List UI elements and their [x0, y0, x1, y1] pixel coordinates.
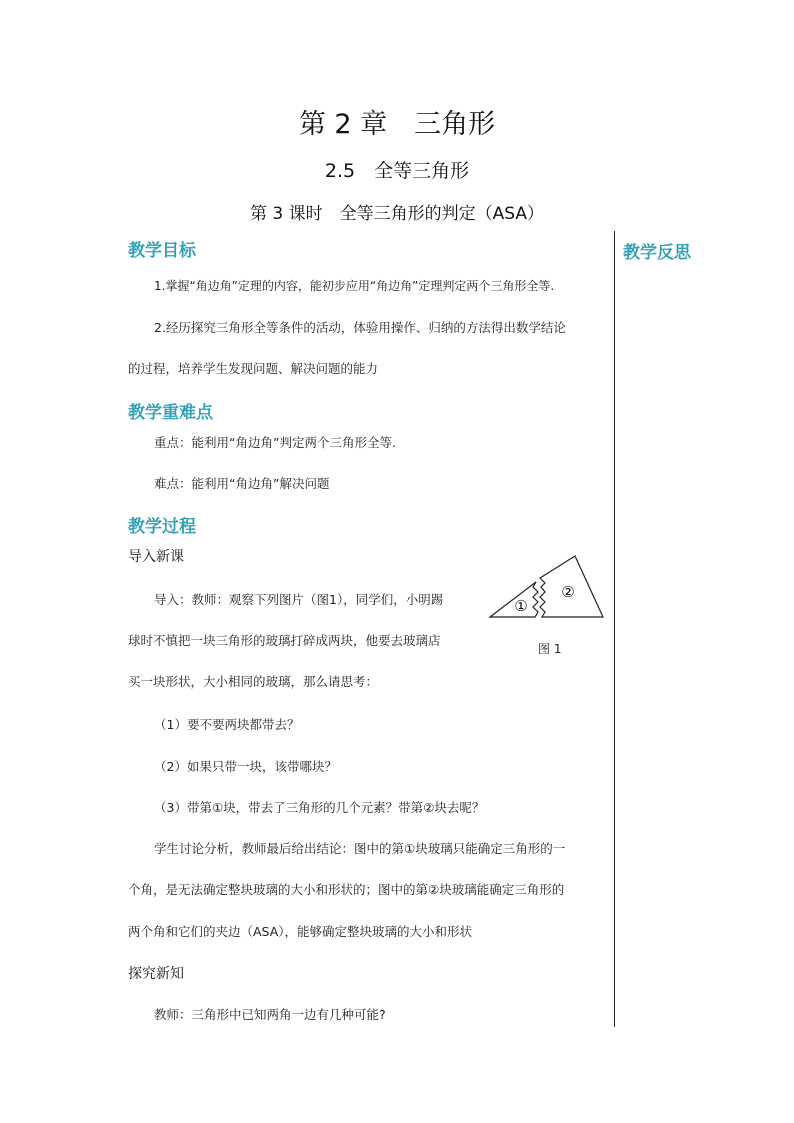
- keypoint-difficulty: 难点：能利用“角边角”解决问题: [154, 476, 330, 491]
- objectives-heading: 教学目标: [128, 241, 196, 261]
- conclusion-line-3: 两个角和它们的夹边（ASA），能够确定整块玻璃的大小和形状: [128, 924, 473, 939]
- intro-line-2: 球时不慎把一块三角形的玻璃打碎成两块，他要去玻璃店: [128, 633, 441, 648]
- objective-2-line2: 的过程，培养学生发现问题、解决问题的能力: [128, 361, 379, 376]
- lesson-title: 第 3 课时 全等三角形的判定（ASA）: [250, 204, 544, 224]
- question-1: （1）要不要两块都带去？: [154, 717, 300, 732]
- intro-line-3: 买一块形状，大小相同的玻璃，那么请思考：: [128, 674, 379, 689]
- figure-caption: 图 1: [538, 642, 562, 656]
- piece-2-label: ②: [561, 583, 575, 601]
- intro-line-1: 导入：教师：观察下列图片（图1），同学们，小明踢: [154, 592, 444, 607]
- keypoint-focus: 重点：能利用“角边角”判定两个三角形全等.: [154, 435, 396, 450]
- explore-line-1: 教师：三角形中已知两角一边有几种可能?: [154, 1007, 386, 1022]
- broken-triangle-figure: [486, 550, 610, 624]
- section-title: 2.5 全等三角形: [324, 160, 470, 182]
- question-3: （3）带第①块，带去了三角形的几个元素？带第②块去呢？: [154, 800, 485, 815]
- conclusion-line-1: 学生讨论分析，教师最后给出结论：图中的第①块玻璃只能确定三角形的一: [154, 841, 566, 856]
- question-2: （2）如果只带一块，该带哪块？: [154, 759, 337, 774]
- intro-subheading: 导入新课: [128, 549, 184, 565]
- process-heading: 教学过程: [128, 517, 196, 537]
- reflection-heading: 教学反思: [623, 243, 691, 263]
- explore-subheading: 探究新知: [128, 966, 184, 982]
- objective-2-line1: 2.经历探究三角形全等条件的活动，体验用操作、归纳的方法得出数学结论: [154, 320, 566, 335]
- conclusion-line-2: 个角，是无法确定整块玻璃的大小和形状的；图中的第②块玻璃能确定三角形的: [128, 882, 565, 897]
- piece-1-label: ①: [514, 597, 528, 615]
- chapter-title: 第 2 章 三角形: [298, 109, 496, 140]
- keypoints-heading: 教学重难点: [128, 403, 213, 423]
- objective-1: 1.掌握“角边角”定理的内容，能初步应用“角边角”定理判定两个三角形全等.: [154, 279, 555, 293]
- column-divider: [614, 231, 615, 1027]
